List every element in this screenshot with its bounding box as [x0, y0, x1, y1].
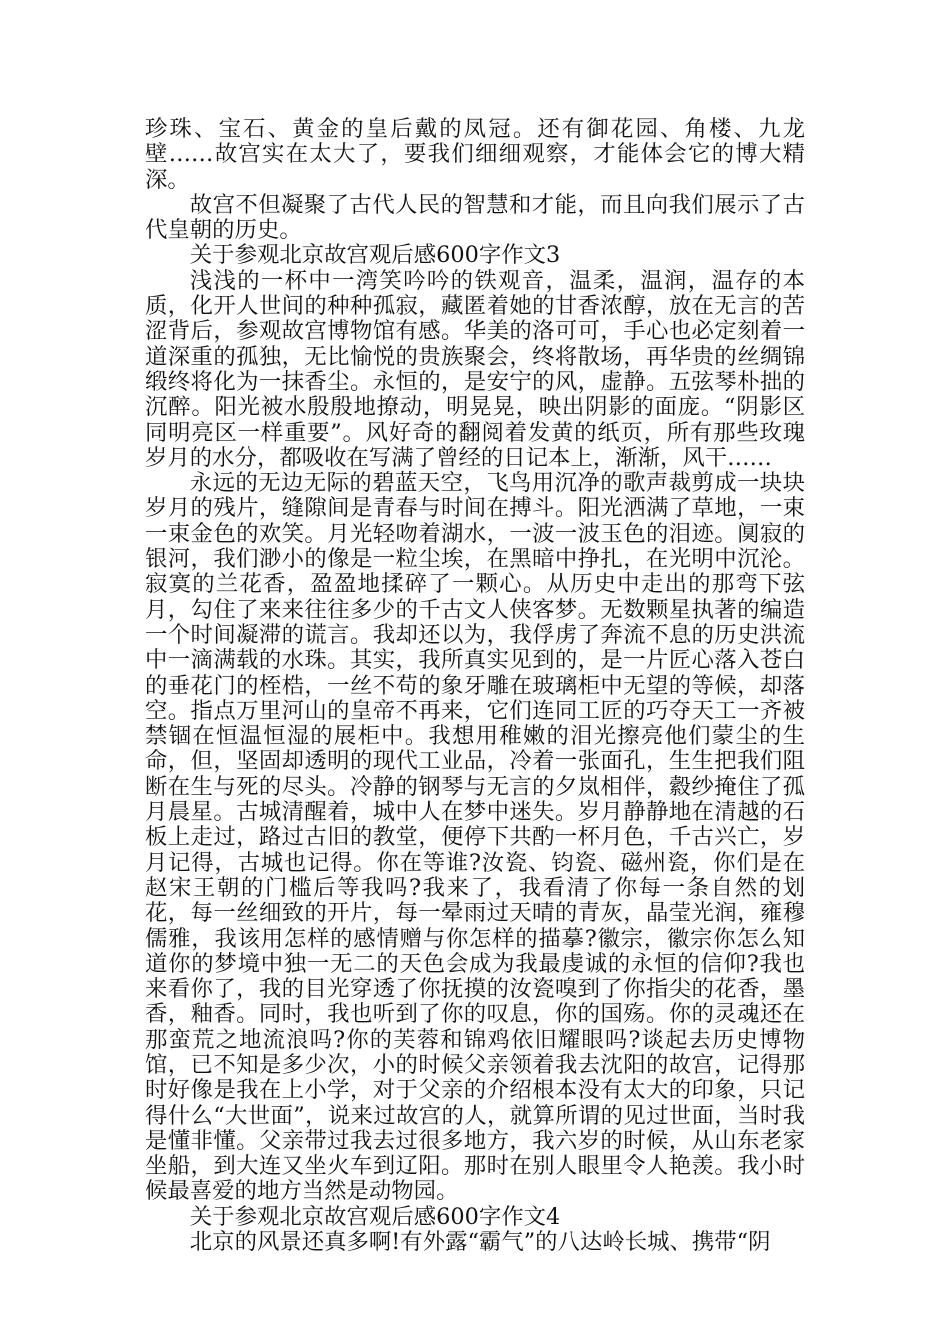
paragraph-5: 北京的风景还真多啊!有外露“霸气”的八达岭长城、携带“阴: [189, 1229, 771, 1256]
section-heading-3: 关于参观北京故宫观后感600字作文3: [189, 242, 561, 269]
paragraph-3: 浅浅的一杯中一湾笑吟吟的铁观音，温柔，温润，温存的本质，化开人世间的种种孤寂，藏匿着她的甘香浓醇，放在无言的苦涩背后，参观故宫博物馆有感。华美的洛可可，手心也必定刻着一道深重的孤独，无比愉悦的贵族聚会，终将散场，再华贵的丝绸锦缎终将化为一抹香尘。永恒的，是安宁的风，虚静。五弦琴朴拙的沉醉。阳光被水殷殷地撩动，明晃晃，映出阴影的面庞。“阴影区同明亮区一样重要”。风好奇的翻阅着发黄的纸页，所有那些玫瑰岁月的水分，都吸收在写满了曾经的日记本上，渐渐，风干……: [145, 267, 805, 471]
paragraph-1: 珍珠、宝石、黄金的皇后戴的凤冠。还有御花园、角楼、九龙壁……故宫实在太大了，要我们细细观察，才能体会它的博大精深。: [145, 116, 805, 193]
section-heading-4: 关于参观北京故宫观后感600字作文4: [189, 1203, 561, 1230]
paragraph-2: 故宫不但凝聚了古代人民的智慧和才能，而且向我们展示了古代皇朝的历史。: [145, 191, 805, 244]
paragraph-4: 永远的无边无际的碧蓝天空，飞鸟用沉净的歌声裁剪成一块块岁月的残片，缝隙间是青春与时间在搏斗。阳光洒满了草地，一束一束金色的欢笑。月光轻吻着湖水，一波一波玉色的泪迹。阒寂的银河，我们渺小的像是一粒尘埃，在黑暗中挣扎，在光明中沉沦。寂寞的兰花香，盈盈地揉碎了一颗心。从历史中走出的那弯下弦月，勾住了来来往往多少的千古文人侠客梦。无数颗星执著的编造一个时间凝滞的谎言。我却还以为，我俘虏了奔流不息的历史洪流中一滴满载的水珠。其实，我所真实见到的，是一片匠心落入苍白的垂花门的桎梏，一丝不苟的象牙雕在玻璃柜中无望的等候，却落空。指点万里河山的皇帝不再来，它们连同工匠的巧夺天工一齐被禁锢在恒温恒湿的展柜中。我想用稚嫩的泪光擦亮他们蒙尘的生命，但，坚固却透明的现代工业品，冷着一张面孔，生生把我们阻断在生与死的尽头。冷静的钢琴与无言的夕岚相伴，縠纱掩住了孤月晨星。古城清醒着，城中人在梦中迷失。岁月静静地在清越的石板上走过，路过古旧的教堂，便停下共酌一杯月色，千古兴亡，岁月记得，古城也记得。你在等谁?汝瓷、钧瓷、磁州瓷，你们是在赵宋王朝的门槛后等我吗?我来了，我看清了你每一条自然的划花，每一丝细致的开片，每一晕雨过天晴的青灰，晶莹光润，雍穆儒雅，我该用怎样的感情赠与你怎样的描摹?徽宗，徽宗你怎么知道你的梦境中独一无二的天色会成为我最虔诚的永恒的信仰?我也来看你了，我的目光穿透了你抚摸的汝瓷嗅到了你指尖的花香，墨香，釉香。同时，我也听到了你的叹息，你的国殇。你的灵魂还在那蛮荒之地流浪吗?你的芙蓉和锦鸡依旧耀眼吗?谈起去历史博物馆，已不知是多少次，小的时候父亲领着我去沈阳的故宫，记得那时好像是我在上小学，对于父亲的介绍根本没有太大的印象，只记得什么“大世面”，说来过故宫的人，就算所谓的见过世面，当时我是懂非懂。父亲带过我去过很多地方，我六岁的时候，从山东老家坐船，到大连又坐火车到辽阳。那时在别人眼里令人艳羡。我小时候最喜爱的地方当然是动物园。: [145, 470, 805, 1205]
document-page: [145, 117, 805, 1255]
